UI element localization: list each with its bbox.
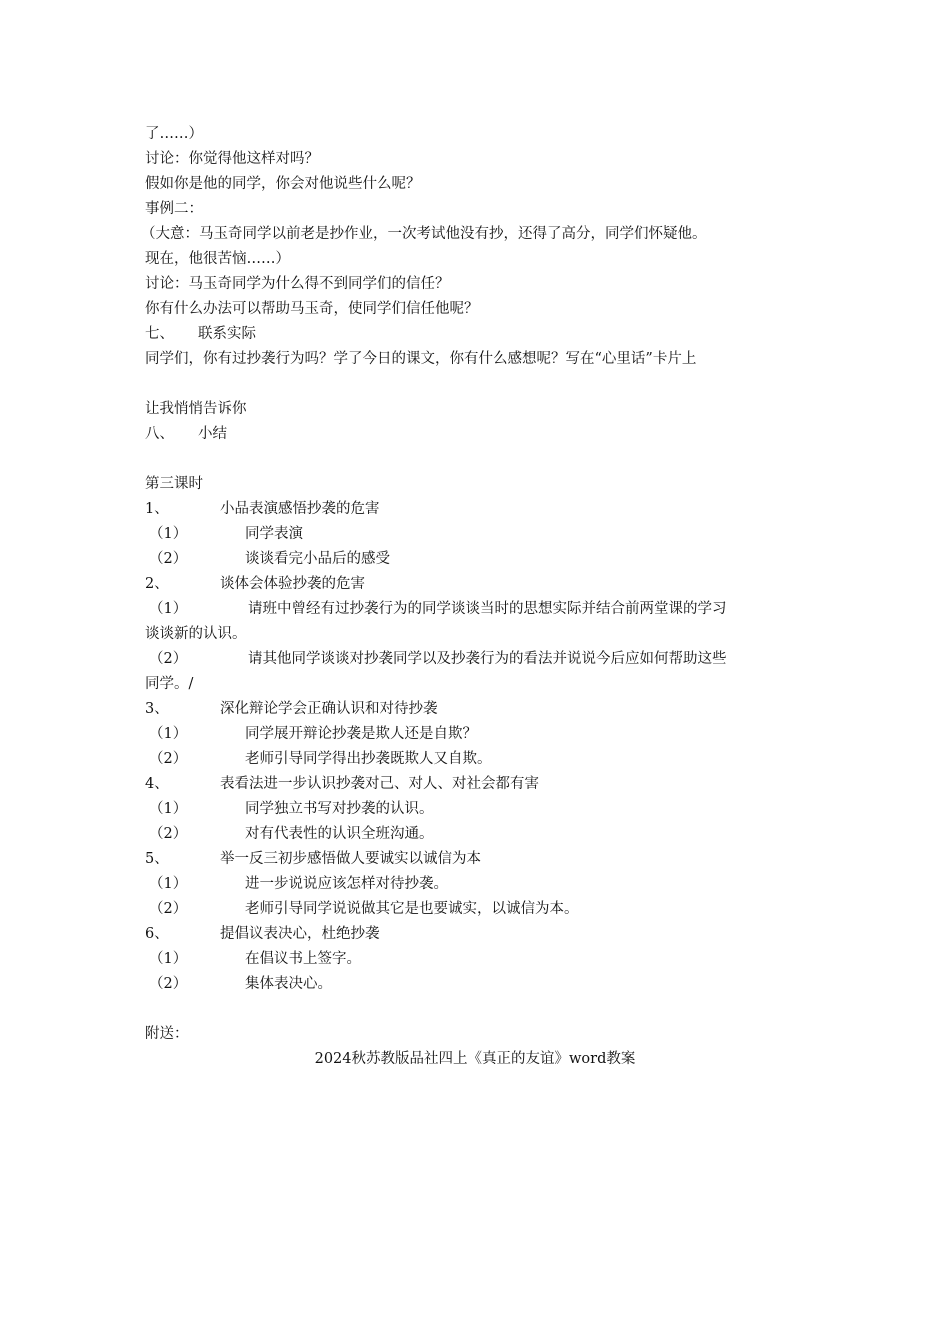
item-number: （2） [149, 751, 188, 767]
section-title: 小结 [198, 426, 227, 442]
item-text: 老师引导同学说说做其它是也要诚实，以诚信为本。 [245, 901, 579, 917]
item-text: 在倡议书上签字。 [245, 951, 361, 967]
paragraph-line: 了……） [145, 126, 203, 142]
example-heading: 事例二： [145, 201, 203, 217]
appendix-label: 附送： [145, 1026, 189, 1042]
item-text: 谈谈新的认识。 [145, 626, 247, 642]
item-number: 3、 [145, 701, 169, 717]
item-number: （1） [149, 876, 188, 892]
section-number: 七、 [145, 326, 174, 342]
item-number: （2） [149, 551, 188, 567]
item-text: 老师引导同学得出抄袭既欺人又自欺。 [245, 751, 492, 767]
item-text: 进一步说说应该怎样对待抄袭。 [245, 876, 448, 892]
item-number: 5、 [145, 851, 169, 867]
item-number: （2） [149, 826, 188, 842]
item-text: 同学表演 [245, 526, 303, 542]
item-number: （1） [149, 726, 188, 742]
paragraph-line: 同学们，你有过抄袭行为吗？学了今日的课文，你有什么感想呢？写在“心里话”卡片上 [145, 351, 697, 367]
item-number: 4、 [145, 776, 169, 792]
item-number: 2、 [145, 576, 169, 592]
item-text: 同学。/ [145, 676, 194, 692]
item-text: 请班中曾经有过抄袭行为的同学谈谈当时的思想实际并结合前两堂课的学习 [248, 601, 727, 617]
item-text: 谈体会体验抄袭的危害 [220, 576, 365, 592]
item-number: （1） [149, 601, 188, 617]
item-text: 谈谈看完小品后的感受 [245, 551, 390, 567]
item-number: 1、 [145, 501, 169, 517]
item-text: 同学独立书写对抄袭的认识。 [245, 801, 434, 817]
item-number: 6、 [145, 926, 169, 942]
item-text: 举一反三初步感悟做人要诚实以诚信为本 [220, 851, 481, 867]
paragraph-line: 假如你是他的同学，你会对他说些什么呢？ [145, 176, 421, 192]
item-text: 深化辩论学会正确认识和对待抄袭 [220, 701, 438, 717]
lesson-title: 第三课时 [145, 476, 203, 492]
item-number: （2） [149, 976, 188, 992]
appendix-title: 2024秋苏教版品社四上《真正的友谊》word教案 [314, 1051, 636, 1067]
item-number: （1） [149, 801, 188, 817]
item-text: 请其他同学谈谈对抄袭同学以及抄袭行为的看法并说说今后应如何帮助这些 [248, 651, 727, 667]
item-number: （2） [149, 901, 188, 917]
paragraph-line: 现在，他很苦恼……） [145, 251, 290, 267]
discussion-question: 讨论：马玉奇同学为什么得不到同学们的信任？ [145, 276, 450, 292]
item-text: 小品表演感悟抄袭的危害 [220, 501, 380, 517]
discussion-question: 讨论：你觉得他这样对吗？ [145, 151, 319, 167]
item-number: （1） [149, 951, 188, 967]
section-number: 八、 [145, 426, 174, 442]
item-text: 对有代表性的认识全班沟通。 [245, 826, 434, 842]
item-text: 表看法进一步认识抄袭对己、对人、对社会都有害 [220, 776, 539, 792]
paragraph-line: 让我悄悄告诉你 [145, 401, 247, 417]
item-text: 集体表决心。 [245, 976, 332, 992]
item-number: （2） [149, 651, 188, 667]
item-text: 同学展开辩论抄袭是欺人还是自欺？ [245, 726, 477, 742]
paragraph-line: 你有什么办法可以帮助马玉奇，使同学们信任他呢？ [145, 301, 479, 317]
paragraph-line: （大意：马玉奇同学以前老是抄作业，一次考试他没有抄，还得了高分，同学们怀疑他。 [141, 226, 707, 242]
item-text: 提倡议表决心，杜绝抄袭 [220, 926, 380, 942]
item-number: （1） [149, 526, 188, 542]
section-title: 联系实际 [198, 326, 256, 342]
